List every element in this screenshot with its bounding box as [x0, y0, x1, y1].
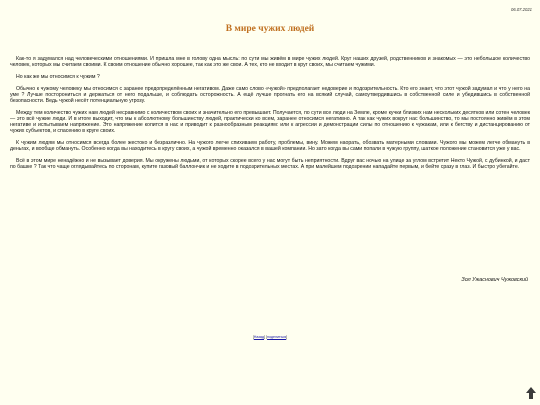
article-body — [10, 56, 530, 176]
article-paragraph: Всё в этом мире ненадёжно и не вызывает доверия. Мы окружены людьми, от которых скорее всего у нас могут быть неприятности. Вдруг вас ночью на улице за углом встретит Некто Чужой, с дубинкой, и даст по башке ? Так что чаще оглядывайтесь по сторонам, купите газовый баллончик и не ходите в подозрительных местах. А при малейшем подозрении нападайте первым, и бейте сразу в глаз. И быстро убегайте. — [10, 157, 530, 171]
up-arrow-icon[interactable] — [526, 387, 536, 399]
share-link[interactable]: поделиться — [267, 335, 287, 339]
footer-links: [Назад] [поделиться] — [252, 335, 288, 339]
article-author: Зол Ужаснович Чужовский — [461, 277, 528, 283]
publication-date: 06.07.2021 — [511, 7, 532, 12]
page-title: В мире чужих людей — [225, 24, 315, 34]
article-paragraph: Между тем количество чужих нам людей несравнимо с количеством своих и значительно его превышает. Получается, по сути все люди на Земле, кроме кучки близких нам нескольких десятков или сотен человек — это всё чужие люди. И в итоге выходит, что мы к абсолютному большинству людей, практически ко всем, заранее относимся негативно. А так как чужих вокруг нас большинство, то мы постоянно живём в этом негативе и испытываем напряжение. Это напряжение копится в нас и приводит к разнообразным реакциям: или к агрессии и демонстрации силы по отношению к чужакам, или к бегству и дистанцированию от чужих субъектов, и спасению в круге своих. — [10, 109, 530, 135]
article-paragraph: Как-то я задумался над человеческими отношениями. И пришла мне в голову одна мысль: по сути мы живём в мире чужих людей. Круг наших друзей, родственников и знакомых — это небольшое количество человек, которых мы считаем своими. К своим отношение обычно хорошее, так как это же свои. А тех, кто не входит в круг своих, мы считаем чужими. — [10, 56, 530, 69]
article-paragraph: К чужим людям мы относимся всегда более жестоко и безразлично. На чужого легче спихиваем работу, проблемы, вину. Можем наорать, обозвать матерными словами. Чужого мы можем легче обмануть в деньгах, и вообще обмануть. Особенно когда вы находитесь в кругу своих, а чужой временно оказался в вашей компании. Но зато когда вы сами попали в чужую группу, шаткое положение становится уже у вас. — [10, 140, 530, 153]
back-link[interactable]: Назад — [253, 335, 265, 339]
article-paragraph: Обычно к чужому человеку мы относимся с заранее предопределённым негативом. Даже само слово «чужой» предполагает недоверие и подозрительность. Кто его знает, что этот чужой задумал и что у него на уме ? Лучше посторониться и держаться от него подальше, и соблюдать осторожность. А ещё лучше прогнать его на всякий случай, самоутвердившись в собственной силе и убедившись в собственной безопасности. Ведь чужой несёт потенциальную угрозу. — [10, 85, 530, 105]
article-paragraph: Но как же мы относимся к чужим ? — [16, 73, 100, 80]
